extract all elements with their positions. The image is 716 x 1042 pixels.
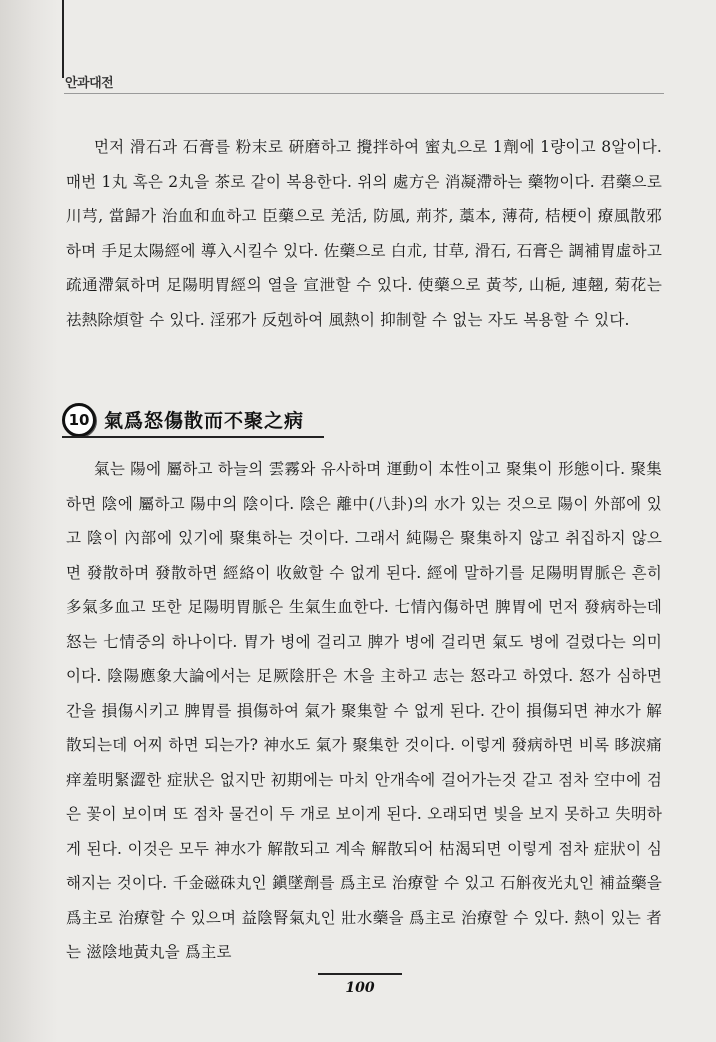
section-number-badge: 10 [62, 403, 96, 437]
section-heading [62, 400, 326, 440]
page-spine-shadow [0, 0, 58, 1042]
section-underline [62, 436, 324, 438]
margin-rule [62, 0, 64, 78]
section-title: 氣爲怒傷散而不聚之病 [104, 410, 305, 432]
running-header: 안과대전 [65, 76, 114, 91]
page-number: 100 [345, 980, 375, 996]
footer-divider [318, 973, 402, 975]
body-paragraph-2: 氣는 陽에 屬하고 하늘의 雲霧와 유사하며 運動이 本性이고 聚集이 形態이다. 聚集하면 陰에 屬하고 陽中의 陰이다. 陰은 離中(八卦)의 水가 있는 것으로 陽이 外部에 있고 陰이 內部에 있기에 聚集하는 것이다. 그래서 純陽은 聚集하지 않고 취집하지 않으면 發散하며 發散하면 經絡이 收斂할 수 없게 된다. 經에 말하기를 足陽明胃脈은 흔히 多氣多血고 또한 足陽明胃脈은 生氣生血한다. 七情內傷하면 脾胃에 먼저 發病하는데 怒는 七情중의 하나이다. 胃가 병에 걸리고 脾가 병에 걸리면 氣도 병에 걸렸다는 의미이다. 陰陽應象大論에서는 足厥陰肝은 木을 主하고 志는 怒라고 하였다. 怒가 심하면 간을 損傷시키고 脾胃를 損傷하여 氣가 聚集할 수 없게 된다. 간이 損傷되면 神水가 解散되는데 어찌 하면 되는가? 神水도 氣가 聚集한 것이다. 이렇게 發病하면 비록 眵淚痛痒羞明緊澀한 症狀은 없지만 初期에는 마치 안개속에 걸어가는것 같고 점차 空中에 검은 꽃이 보이며 또 점차 물건이 두 개로 보이게 된다. 오래되면 빛을 보지 못하고 失明하게 된다. 이것은 모두 神水가 解散되고 계속 解散되어 枯渴되면 이렇게 점차 症狀이 심해지는 것이다. 千金磁硃丸인 鎭墜劑를 爲主로 治療할 수 있고 石斛夜光丸인 補益藥을 爲主로 治療할 수 있으며 益陰腎氣丸인 壯水藥을 爲主로 治療할 수 있다. 熱이 있는 者는 滋陰地黃丸을 爲主로 [66, 460, 662, 961]
body-paragraph-1: 먼저 滑石과 石膏를 粉末로 硏磨하고 攪拌하여 蜜丸으로 1劑에 1량이고 8알이다. 매번 1丸 혹은 2丸을 茶로 같이 복용한다. 위의 處方은 消凝滯하는 藥物이다. 君藥으로 川芎, 當歸가 治血和血하고 臣藥으로 羌活, 防風, 荊芥, 藁本, 薄荷, 桔梗이 療風散邪하며 手足太陽經에 導入시킬수 있다. 佐藥으로 白朮, 甘草, 滑石, 石膏은 調補胃虛하고 疏通滯氣하며 足陽明胃經의 열을 宣泄할 수 있다. 使藥으로 黃芩, 山梔, 連翹, 菊花는 祛熱除煩할 수 있다. 淫邪가 反剋하여 風熱이 抑制할 수 없는 자도 복용할 수 있다. [66, 138, 662, 329]
header-divider [64, 93, 664, 94]
